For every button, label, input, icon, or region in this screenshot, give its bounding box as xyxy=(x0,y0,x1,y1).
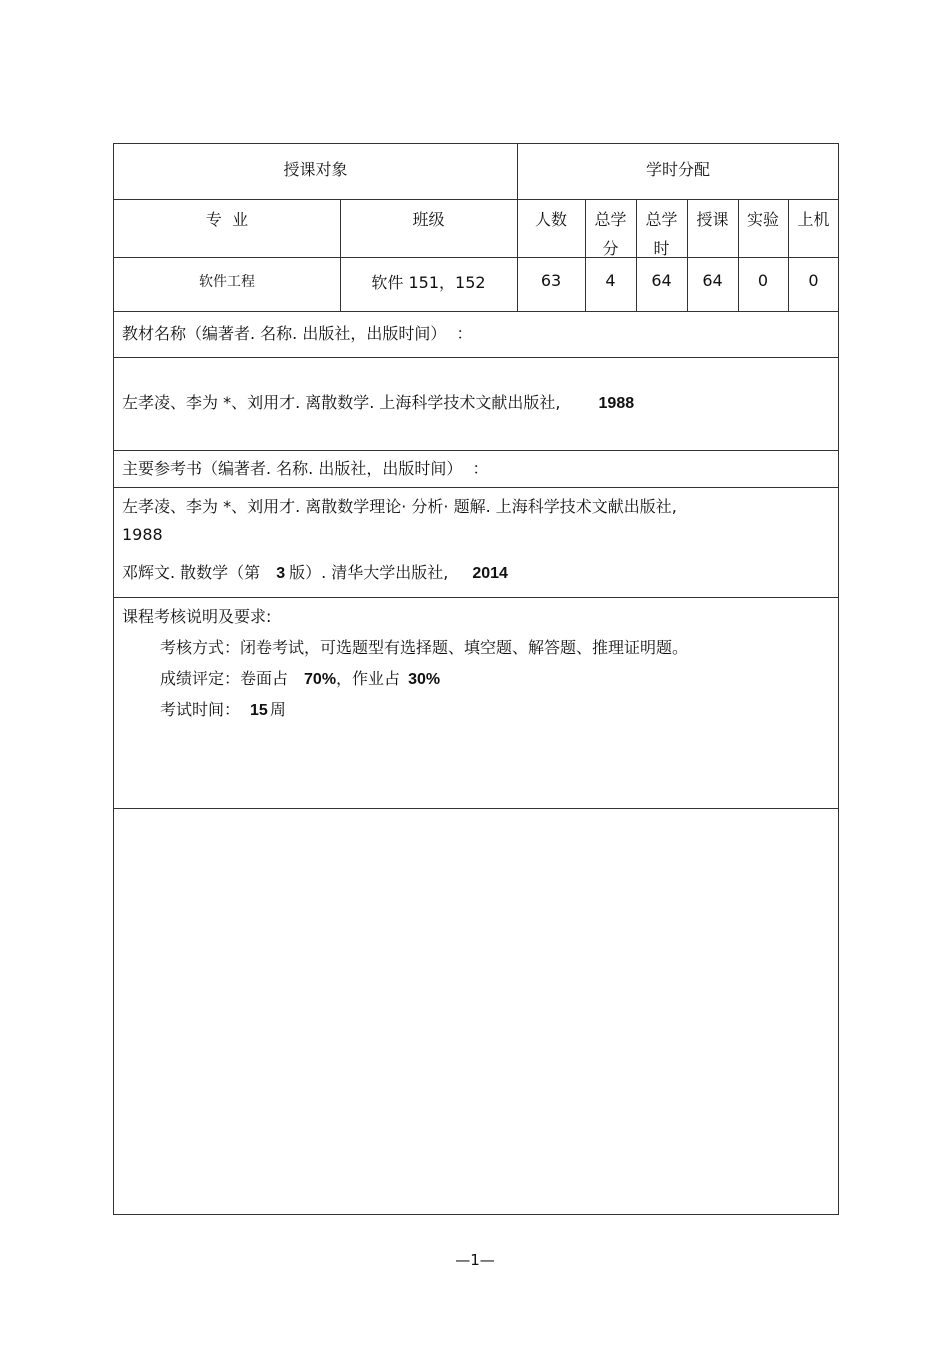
col-computer: 上机 xyxy=(797,210,830,229)
row-divider xyxy=(114,357,838,358)
grading-homework-percent: 30% xyxy=(408,671,441,688)
reference-2-text-a: 邓辉文. 散数学（第 xyxy=(122,563,261,582)
row-divider xyxy=(114,450,838,451)
col-total-hours xyxy=(636,207,687,259)
reference-2 xyxy=(122,560,508,583)
cell-class: 软件 151，152 xyxy=(371,273,486,292)
cell-major: 软件工程 xyxy=(199,274,255,290)
time-text-b: 周 xyxy=(269,700,286,719)
textbook-entry-text: 左孝凌、李为 *、刘用才. 离散数学. 上海科学技术文献出版社, xyxy=(122,393,561,412)
col-students: 人数 xyxy=(534,210,567,229)
col-total-hours-line2: 时 xyxy=(653,239,670,258)
grading-text-b: ，作业占 xyxy=(336,669,401,688)
course-info-table xyxy=(113,143,839,1215)
grading-exam-percent: 70% xyxy=(304,671,337,688)
col-total-credit xyxy=(585,207,636,259)
reference-1-line1: 左孝凌、李为 *、刘用才. 离散数学理论· 分析· 题解. 上海科学技术文献出版社, xyxy=(122,497,677,516)
reference-2-text-b: 版）. 清华大学出版社, xyxy=(289,563,449,582)
hours-header: 学时分配 xyxy=(645,160,710,179)
cell-total-hours: 64 xyxy=(651,271,672,290)
col-lecture: 授课 xyxy=(696,210,729,229)
row-divider xyxy=(114,311,838,312)
col-class: 班级 xyxy=(412,210,445,229)
cell-lecture: 64 xyxy=(702,271,723,290)
cell-experiment: 0 xyxy=(757,271,769,290)
assessment-time xyxy=(160,697,286,720)
assessment-label: 课程考核说明及要求: xyxy=(122,607,272,626)
cell-students: 63 xyxy=(540,271,562,290)
textbook-entry xyxy=(122,390,634,413)
cell-computer: 0 xyxy=(808,271,819,290)
grading-text-a: 成绩评定：卷面占 xyxy=(160,669,289,688)
row-divider xyxy=(114,199,838,200)
references-label: 主要参考书（编著者. 名称. 出版社，出版时间） ： xyxy=(122,459,489,478)
col-total-credit-line1: 总学 xyxy=(594,210,627,229)
reference-2-edition: 3 xyxy=(276,565,286,582)
textbook-entry-year: 1988 xyxy=(598,395,635,412)
time-text-a: 考试时间： xyxy=(160,700,241,719)
assessment-grading xyxy=(160,666,440,689)
cell-credit: 4 xyxy=(605,271,616,290)
target-header: 授课对象 xyxy=(283,160,348,179)
row-divider xyxy=(114,808,838,809)
row-divider xyxy=(114,257,838,258)
reference-2-year: 2014 xyxy=(472,565,508,582)
col-total-credit-line2: 分 xyxy=(602,239,619,258)
assessment-method: 考核方式：闭卷考试，可选题型有选择题、填空题、解答题、推理证明题。 xyxy=(160,638,689,657)
col-major: 专 业 xyxy=(205,210,249,229)
textbook-label: 教材名称（编著者. 名称. 出版社，出版时间） ： xyxy=(122,324,473,343)
reference-1-line2: 1988 xyxy=(122,525,163,544)
page-number: —1— xyxy=(455,1251,495,1269)
time-week: 15 xyxy=(250,702,268,719)
col-experiment: 实验 xyxy=(746,210,779,229)
row-divider xyxy=(114,487,838,488)
col-total-hours-line1: 总学 xyxy=(645,210,678,229)
row-divider xyxy=(114,597,838,598)
